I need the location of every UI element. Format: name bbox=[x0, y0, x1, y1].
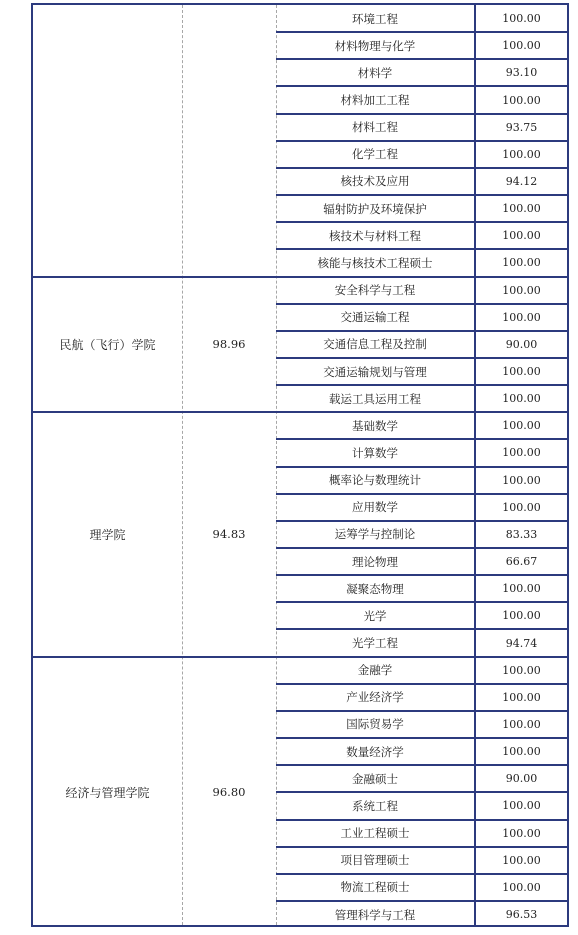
college-name bbox=[33, 5, 182, 277]
major-score: 90.00 bbox=[505, 337, 538, 351]
major-score: 100.00 bbox=[502, 799, 541, 813]
major-name: 数量经济学 bbox=[346, 744, 404, 759]
major-score: 66.67 bbox=[505, 555, 538, 569]
major-name: 产业经济学 bbox=[346, 690, 404, 705]
major-name: 环境工程 bbox=[352, 11, 398, 26]
major-name: 材料学 bbox=[357, 65, 393, 80]
major-score: 100.00 bbox=[502, 826, 541, 840]
major-score: 100.00 bbox=[502, 202, 541, 216]
major-name: 计算数学 bbox=[352, 445, 398, 460]
major-name: 核能与核技术工程硕士 bbox=[317, 255, 433, 270]
major-name: 化学工程 bbox=[352, 147, 398, 162]
major-score: 100.00 bbox=[502, 717, 541, 731]
major-name: 金融硕士 bbox=[352, 771, 398, 786]
college-score: 94.83 bbox=[212, 527, 246, 542]
major-name: 光学 bbox=[363, 608, 387, 623]
major-name: 载运工具运用工程 bbox=[329, 391, 421, 406]
college-name: 经济与管理学院 bbox=[65, 785, 150, 800]
major-name: 核技术及应用 bbox=[340, 174, 410, 189]
major-score: 100.00 bbox=[502, 12, 541, 26]
major-score: 100.00 bbox=[502, 93, 541, 107]
college-score: 98.96 bbox=[212, 337, 246, 352]
major-name: 项目管理硕士 bbox=[340, 853, 410, 868]
major-name: 工业工程硕士 bbox=[340, 826, 410, 841]
major-name: 凝聚态物理 bbox=[346, 581, 404, 596]
major-name: 交通运输工程 bbox=[340, 310, 410, 325]
major-score: 90.00 bbox=[505, 772, 538, 786]
major-score: 100.00 bbox=[502, 147, 541, 161]
major-score: 83.33 bbox=[505, 527, 538, 541]
major-score: 93.10 bbox=[505, 66, 538, 80]
major-score: 100.00 bbox=[502, 880, 541, 894]
major-score: 100.00 bbox=[502, 663, 541, 677]
major-name: 系统工程 bbox=[352, 798, 398, 813]
major-name: 交通运输规划与管理 bbox=[323, 364, 427, 379]
major-score: 100.00 bbox=[502, 39, 541, 53]
major-name: 应用数学 bbox=[352, 500, 398, 515]
major-score: 100.00 bbox=[502, 310, 541, 324]
major-score: 100.00 bbox=[502, 609, 541, 623]
major-name: 理论物理 bbox=[352, 554, 398, 569]
major-name: 核技术与材料工程 bbox=[329, 228, 421, 243]
major-score: 100.00 bbox=[502, 500, 541, 514]
major-name: 基础数学 bbox=[352, 418, 398, 433]
major-name: 金融学 bbox=[357, 663, 393, 678]
major-score: 94.12 bbox=[505, 174, 538, 188]
major-score: 100.00 bbox=[502, 229, 541, 243]
major-score: 100.00 bbox=[502, 256, 541, 270]
score-table bbox=[31, 3, 569, 927]
major-name: 管理科学与工程 bbox=[334, 907, 416, 922]
major-score: 100.00 bbox=[502, 419, 541, 433]
major-score: 100.00 bbox=[502, 473, 541, 487]
college-score bbox=[182, 5, 276, 277]
major-score: 93.75 bbox=[505, 120, 538, 134]
major-name: 材料物理与化学 bbox=[334, 38, 416, 53]
major-score: 100.00 bbox=[502, 365, 541, 378]
major-name: 运筹学与控制论 bbox=[334, 527, 416, 542]
major-score: 96.53 bbox=[505, 908, 538, 921]
major-name: 交通信息工程及控制 bbox=[323, 337, 427, 352]
college-name: 民航（飞行）学院 bbox=[59, 337, 156, 352]
major-name: 材料加工工程 bbox=[340, 93, 410, 107]
major-score: 100.00 bbox=[502, 745, 541, 759]
major-name: 材料工程 bbox=[352, 120, 398, 135]
major-score: 100.00 bbox=[502, 392, 541, 406]
major-score: 100.00 bbox=[502, 690, 541, 704]
major-name: 光学工程 bbox=[352, 636, 398, 650]
major-score: 100.00 bbox=[502, 446, 541, 460]
major-score: 100.00 bbox=[502, 283, 541, 297]
major-name: 安全科学与工程 bbox=[334, 283, 416, 298]
college-score: 96.80 bbox=[212, 785, 246, 800]
major-name: 国际贸易学 bbox=[346, 717, 404, 732]
major-name: 概率论与数理统计 bbox=[329, 473, 421, 488]
major-score: 100.00 bbox=[502, 582, 541, 596]
major-name: 物流工程硕士 bbox=[340, 880, 410, 895]
major-score: 100.00 bbox=[502, 853, 541, 867]
major-name: 辐射防护及环境保护 bbox=[323, 201, 427, 216]
college-name: 理学院 bbox=[89, 527, 126, 542]
major-score: 94.74 bbox=[505, 636, 538, 650]
